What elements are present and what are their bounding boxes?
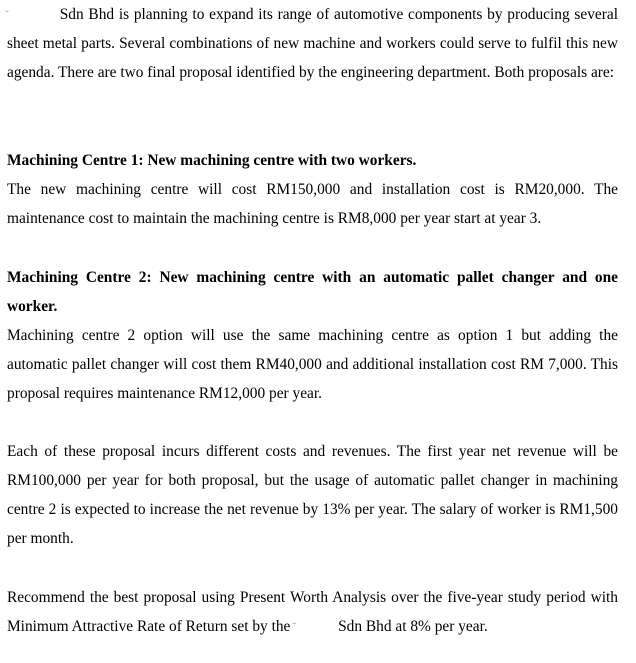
redacted-company-name bbox=[7, 7, 55, 21]
redacted-company-name-2 bbox=[294, 619, 334, 633]
task-paragraph bbox=[7, 583, 618, 641]
task-text-after: Sdn Bhd at 8% per year. bbox=[338, 618, 488, 635]
intro-text: Sdn Bhd is planning to expand its range of automotive components by producing several sheet metal parts. Several combinations of new machine and workers could serve to fulfil this new agenda. There are two final proposal identified by the engineering department. Both proposals are: bbox=[7, 6, 618, 81]
task-text-before: Recommend the best proposal using Present Worth Analysis over the five-year study period with Minimum Attractive Rate of Return set by the bbox=[7, 589, 618, 635]
mc1-body: The new machining centre will cost RM150,000 and installation cost is RM20,000. The maintenance cost to maintain the machining centre is RM8,000 per year start at year 3. bbox=[7, 181, 618, 227]
machining-centre-1-section bbox=[7, 146, 618, 233]
costs-paragraph bbox=[7, 437, 618, 553]
mc2-heading: Machining Centre 2: New machining centre with an automatic pallet changer and one worker. bbox=[7, 269, 618, 315]
costs-text: Each of these proposal incurs different costs and revenues. The first year net revenue will be RM100,000 per year for both proposal, but the usage of automatic pallet changer in machining centre 2 is expected to increase the net revenue by 13% per year. The salary of worker is RM1,500 per month. bbox=[7, 443, 618, 547]
mc1-heading: Machining Centre 1: New machining centre with two workers. bbox=[7, 152, 417, 169]
mc2-body: Machining centre 2 option will use the same machining centre as option 1 but adding the automatic pallet changer will cost them RM40,000 and additional installation cost RM 7,000. This proposal requires maintenance RM12,000 per year. bbox=[7, 327, 618, 402]
machining-centre-2-section bbox=[7, 263, 618, 408]
intro-paragraph bbox=[7, 0, 618, 87]
